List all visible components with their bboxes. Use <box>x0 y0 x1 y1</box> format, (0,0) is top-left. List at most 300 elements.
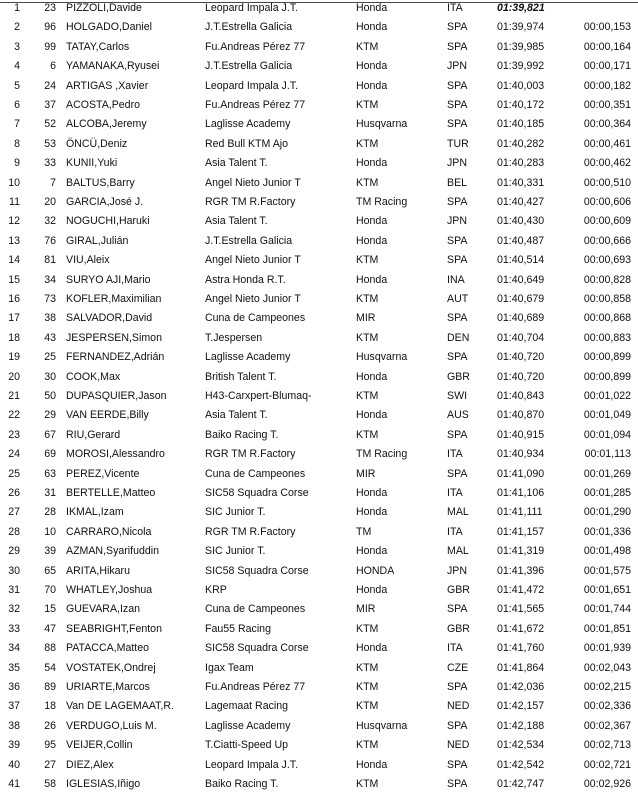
rider-name-cell: KOFLER,Maximilian <box>66 293 162 305</box>
team-name-cell: Fu.Andreas Pérez 77 <box>205 99 306 111</box>
team-name-cell: Igax Team <box>205 661 254 674</box>
rider-number-cell: 67 <box>44 428 56 441</box>
bike-make-cell: Honda <box>356 506 388 519</box>
rider-number-cell: 18 <box>44 700 56 713</box>
rider-number-cell: 33 <box>44 157 56 170</box>
gap-cell: 00:01,575 <box>583 564 631 577</box>
nationality-cell: SPA <box>447 312 468 325</box>
position-cell: 3 <box>14 40 20 53</box>
position-cell: 16 <box>8 293 20 305</box>
gap-cell: 00:00,606 <box>583 196 631 208</box>
position-cell: 26 <box>8 487 20 499</box>
bike-make-cell: KTM <box>356 778 379 790</box>
rider-number-cell: 88 <box>44 642 56 655</box>
rider-name-cell: KUNII,Yuki <box>66 157 118 170</box>
gap-cell: 00:00,153 <box>583 21 631 34</box>
rider-name-cell: VEIJER,Collin <box>66 739 133 752</box>
lap-time-cell: 01:40,487 <box>497 234 545 247</box>
bike-make-cell: Husqvarna <box>356 351 408 364</box>
rider-number-cell: 10 <box>44 525 56 538</box>
bike-make-cell: Honda <box>356 157 388 170</box>
rider-name-cell: ALCOBA,Jeremy <box>66 118 147 131</box>
lap-time-cell: 01:42,534 <box>497 739 545 752</box>
gap-cell: 00:01,744 <box>583 603 631 616</box>
position-cell: 8 <box>14 137 20 150</box>
table-row <box>0 18 638 37</box>
nationality-cell: TUR <box>447 137 469 150</box>
nationality-cell: BEL <box>447 176 468 189</box>
nationality-cell: SPA <box>447 234 468 247</box>
bike-make-cell: Husqvarna <box>356 719 408 732</box>
bike-make-cell: KTM <box>356 681 379 693</box>
gap-cell: 00:02,043 <box>583 661 631 674</box>
bike-make-cell: MIR <box>356 603 376 616</box>
team-name-cell: J.T.Estrella Galicia <box>205 60 293 73</box>
gap-cell: 00:00,364 <box>583 118 631 131</box>
lap-time-cell: 01:40,514 <box>497 254 545 267</box>
position-cell: 17 <box>8 312 20 325</box>
lap-time-cell: 01:40,185 <box>497 118 545 131</box>
gap-cell: 00:00,693 <box>583 254 631 267</box>
table-row <box>0 542 638 561</box>
nationality-cell: INA <box>447 273 465 286</box>
gap-cell: 00:00,510 <box>583 176 631 189</box>
rider-name-cell: HOLGADO,Daniel <box>66 21 152 34</box>
gap-cell: 00:00,462 <box>583 157 631 170</box>
table-row <box>0 639 638 658</box>
bike-make-cell: Honda <box>356 758 388 771</box>
rider-number-cell: 28 <box>44 506 56 519</box>
rider-number-cell: 7 <box>50 176 56 189</box>
position-cell: 23 <box>8 428 20 441</box>
rider-number-cell: 37 <box>44 99 56 111</box>
team-name-cell: Fu.Andreas Pérez 77 <box>205 40 306 53</box>
gap-cell: 00:00,461 <box>583 137 631 150</box>
lap-time-cell: 01:40,689 <box>497 312 545 325</box>
gap-cell: 00:00,164 <box>583 40 631 53</box>
bike-make-cell: TM Racing <box>356 448 408 461</box>
position-cell: 25 <box>8 467 20 480</box>
lap-time-cell: 01:41,111 <box>497 506 543 519</box>
rider-number-cell: 29 <box>44 409 56 422</box>
position-cell: 22 <box>8 409 20 422</box>
nationality-cell: NED <box>447 700 470 713</box>
team-name-cell: Leopard Impala J.T. <box>205 79 299 92</box>
nationality-cell: SPA <box>447 254 468 267</box>
rider-name-cell: COOK,Max <box>66 370 121 383</box>
gap-cell: 00:02,367 <box>583 719 631 732</box>
rider-name-cell: MOROSI,Alessandro <box>66 448 165 461</box>
rider-number-cell: 95 <box>44 739 56 752</box>
table-row <box>0 290 638 309</box>
nationality-cell: NED <box>447 739 470 752</box>
gap-cell: 00:02,721 <box>583 758 631 771</box>
rider-name-cell: VAN EERDE,Billy <box>66 409 149 422</box>
position-cell: 13 <box>8 234 20 247</box>
rider-number-cell: 38 <box>44 312 56 325</box>
rider-number-cell: 30 <box>44 370 56 383</box>
team-name-cell: Leopard Impala J.T. <box>205 758 299 771</box>
team-name-cell: SIC58 Squadra Corse <box>205 487 309 499</box>
team-name-cell: Lagemaat Racing <box>205 700 289 713</box>
gap-cell: 00:00,868 <box>583 312 631 325</box>
lap-time-cell: 01:40,915 <box>497 428 545 441</box>
table-row <box>0 309 638 328</box>
rider-number-cell: 32 <box>44 215 56 228</box>
team-name-cell: Baiko Racing T. <box>205 428 279 441</box>
rider-number-cell: 6 <box>50 60 56 73</box>
lap-time-cell: 01:42,542 <box>497 758 545 771</box>
table-row <box>0 232 638 251</box>
table-row <box>0 135 638 154</box>
bike-make-cell: Honda <box>356 584 388 596</box>
nationality-cell: SPA <box>447 40 468 53</box>
lap-time-cell: 01:41,672 <box>497 622 545 635</box>
bike-make-cell: TM <box>356 525 372 538</box>
table-row <box>0 659 638 678</box>
nationality-cell: SPA <box>447 758 468 771</box>
rider-number-cell: 52 <box>44 118 56 131</box>
rider-name-cell: DIEZ,Alex <box>66 758 114 771</box>
nationality-cell: DEN <box>447 331 470 344</box>
lap-time-cell: 01:41,106 <box>497 487 545 499</box>
table-row <box>0 523 638 542</box>
lap-time-cell: 01:40,934 <box>497 448 545 461</box>
lap-time-cell: 01:40,704 <box>497 331 545 344</box>
gap-cell: 00:00,899 <box>583 370 631 383</box>
position-cell: 33 <box>8 622 20 635</box>
rider-number-cell: 58 <box>44 778 56 790</box>
table-row <box>0 581 638 600</box>
nationality-cell: SPA <box>447 79 468 92</box>
table-row <box>0 697 638 716</box>
position-cell: 14 <box>8 254 20 267</box>
team-name-cell: RGR TM R.Factory <box>205 525 296 538</box>
nationality-cell: SWI <box>447 390 468 402</box>
nationality-cell: ITA <box>447 642 463 655</box>
gap-cell: 00:01,939 <box>583 642 631 655</box>
position-cell: 20 <box>8 370 20 383</box>
gap-cell: 00:00,883 <box>583 331 631 344</box>
position-cell: 4 <box>14 60 20 73</box>
nationality-cell: ITA <box>447 487 463 499</box>
nationality-cell: SPA <box>447 428 468 441</box>
position-cell: 11 <box>9 196 20 208</box>
rider-name-cell: VOSTATEK,Ondrej <box>66 661 156 674</box>
bike-make-cell: KTM <box>356 40 379 53</box>
position-cell: 21 <box>8 390 20 402</box>
table-row <box>0 193 638 212</box>
team-name-cell: Laglisse Academy <box>205 351 291 364</box>
bike-make-cell: Honda <box>356 409 388 422</box>
nationality-cell: MAL <box>447 545 469 558</box>
team-name-cell: Asia Talent T. <box>205 409 268 422</box>
position-cell: 34 <box>8 642 20 655</box>
table-row <box>0 115 638 134</box>
gap-cell: 00:01,049 <box>583 409 631 422</box>
lap-time-cell: 01:42,747 <box>497 778 545 790</box>
bike-make-cell: KTM <box>356 176 379 189</box>
position-cell: 29 <box>8 545 20 558</box>
rider-number-cell: 69 <box>44 448 56 461</box>
position-cell: 36 <box>8 681 20 693</box>
rider-name-cell: SEABRIGHT,Fenton <box>66 622 162 635</box>
bike-make-cell: KTM <box>356 390 379 402</box>
nationality-cell: SPA <box>447 118 468 131</box>
nationality-cell: SPA <box>447 99 468 111</box>
team-name-cell: SIC58 Squadra Corse <box>205 564 309 577</box>
table-row <box>0 426 638 445</box>
gap-cell: 00:02,215 <box>583 681 631 693</box>
bike-make-cell: KTM <box>356 99 379 111</box>
position-cell: 6 <box>14 99 20 111</box>
team-name-cell: Baiko Racing T. <box>205 778 279 790</box>
bike-make-cell: Honda <box>356 2 388 14</box>
rider-name-cell: RIU,Gerard <box>66 428 121 441</box>
table-row <box>0 678 638 697</box>
table-row <box>0 38 638 57</box>
table-row <box>0 96 638 115</box>
rider-name-cell: SURYO AJI,Mario <box>66 273 151 286</box>
nationality-cell: ITA <box>447 525 463 538</box>
gap-cell: 00:00,858 <box>583 293 631 305</box>
team-name-cell: British Talent T. <box>205 370 277 383</box>
team-name-cell: RGR TM R.Factory <box>205 448 296 461</box>
rider-name-cell: JESPERSEN,Simon <box>66 331 162 344</box>
table-row <box>0 154 638 173</box>
table-row <box>0 251 638 270</box>
position-cell: 28 <box>8 525 20 538</box>
gap-cell: 00:01,336 <box>583 525 631 538</box>
position-cell: 39 <box>8 739 20 752</box>
bike-make-cell: Honda <box>356 545 388 558</box>
position-cell: 18 <box>8 331 20 344</box>
rider-name-cell: YAMANAKA,Ryusei <box>66 60 160 73</box>
table-row <box>0 503 638 522</box>
table-row <box>0 368 638 387</box>
gap-cell: 00:01,651 <box>583 584 631 596</box>
rider-number-cell: 25 <box>44 351 56 364</box>
gap-cell: 00:01,498 <box>583 545 631 558</box>
rider-name-cell: AZMAN,Syarifuddin <box>66 545 160 558</box>
rider-number-cell: 23 <box>44 2 56 14</box>
gap-cell: 00:01,113 <box>584 448 631 461</box>
table-row <box>0 348 638 367</box>
bike-make-cell: KTM <box>356 254 379 267</box>
rider-number-cell: 34 <box>44 273 56 286</box>
lap-time-cell: 01:42,157 <box>497 700 545 713</box>
position-cell: 31 <box>8 584 20 596</box>
rider-name-cell: PEREZ,Vicente <box>66 467 140 480</box>
position-cell: 41 <box>8 778 20 790</box>
table-row <box>0 406 638 425</box>
table-row <box>0 756 638 775</box>
team-name-cell: Astra Honda R.T. <box>205 273 286 286</box>
team-name-cell: Leopard Impala J.T. <box>205 2 299 14</box>
gap-cell: 00:02,713 <box>583 739 631 752</box>
rider-name-cell: GUEVARA,Izan <box>66 603 140 616</box>
rider-number-cell: 54 <box>44 661 56 674</box>
rider-number-cell: 53 <box>44 137 56 150</box>
team-name-cell: Fu.Andreas Pérez 77 <box>205 681 306 693</box>
lap-time-cell: 01:40,282 <box>497 137 545 150</box>
rider-name-cell: ÖNCÜ,Deniz <box>66 137 128 150</box>
rider-number-cell: 76 <box>44 234 56 247</box>
team-name-cell: SIC Junior T. <box>205 545 266 558</box>
nationality-cell: CZE <box>447 661 469 674</box>
lap-time-cell: 01:41,864 <box>497 661 545 674</box>
bike-make-cell: KTM <box>356 293 379 305</box>
lap-time-cell: 01:41,472 <box>497 584 545 596</box>
bike-make-cell: Husqvarna <box>356 118 408 131</box>
lap-time-cell: 01:39,821 <box>497 2 545 14</box>
position-cell: 10 <box>8 176 20 189</box>
bike-make-cell: MIR <box>356 467 376 480</box>
rider-name-cell: DUPASQUIER,Jason <box>66 390 167 402</box>
table-row <box>0 174 638 193</box>
team-name-cell: Laglisse Academy <box>205 118 291 131</box>
table-row <box>0 465 638 484</box>
rider-name-cell: GIRAL,Julián <box>66 234 129 247</box>
position-cell: 2 <box>14 21 20 34</box>
lap-time-cell: 01:40,283 <box>497 157 545 170</box>
lap-time-cell: 01:41,090 <box>497 467 545 480</box>
team-name-cell: Red Bull KTM Ajo <box>205 137 289 150</box>
team-name-cell: Cuna de Campeones <box>205 603 306 616</box>
bike-make-cell: TM Racing <box>356 196 408 208</box>
team-name-cell: T.Ciatti-Speed Up <box>205 739 289 752</box>
bike-make-cell: KTM <box>356 331 379 344</box>
lap-time-cell: 01:39,992 <box>497 60 545 73</box>
bike-make-cell: Honda <box>356 215 388 228</box>
bike-make-cell: KTM <box>356 622 379 635</box>
rider-number-cell: 65 <box>44 564 56 577</box>
table-row <box>0 620 638 639</box>
nationality-cell: SPA <box>447 351 468 364</box>
table-row <box>0 600 638 619</box>
nationality-cell: SPA <box>447 196 468 208</box>
nationality-cell: JPN <box>447 60 468 73</box>
rider-number-cell: 20 <box>44 196 56 208</box>
lap-time-cell: 01:42,036 <box>497 681 545 693</box>
rider-name-cell: TATAY,Carlos <box>66 40 130 53</box>
nationality-cell: JPN <box>447 215 468 228</box>
bike-make-cell: Honda <box>356 234 388 247</box>
lap-time-cell: 01:41,396 <box>497 564 545 577</box>
nationality-cell: SPA <box>447 21 468 34</box>
rider-name-cell: WHATLEY,Joshua <box>66 584 153 596</box>
nationality-cell: SPA <box>447 467 468 480</box>
bike-make-cell: KTM <box>356 739 379 752</box>
position-cell: 27 <box>8 506 20 519</box>
rider-number-cell: 26 <box>44 719 56 732</box>
lap-time-cell: 01:39,974 <box>497 21 545 34</box>
lap-time-cell: 01:40,331 <box>497 176 545 189</box>
table-row <box>0 717 638 736</box>
rider-name-cell: BALTUS,Barry <box>66 176 135 189</box>
lap-time-cell: 01:40,649 <box>497 273 545 286</box>
nationality-cell: SPA <box>447 681 468 693</box>
table-row <box>0 271 638 290</box>
position-cell: 38 <box>8 719 20 732</box>
table-row <box>0 736 638 755</box>
rider-name-cell: PIZZOLI,Davide <box>66 2 142 14</box>
nationality-cell: SPA <box>447 778 468 790</box>
table-row <box>0 562 638 581</box>
team-name-cell: Angel Nieto Junior T <box>205 293 301 305</box>
rider-name-cell: FERNANDEZ,Adrián <box>66 351 165 364</box>
team-name-cell: Laglisse Academy <box>205 719 291 732</box>
rider-number-cell: 96 <box>44 21 56 34</box>
gap-cell: 00:02,336 <box>583 700 631 713</box>
rider-number-cell: 43 <box>44 331 56 344</box>
team-name-cell: H43-Carxpert-Blumaq- <box>205 390 312 402</box>
rider-number-cell: 73 <box>44 293 56 305</box>
rider-name-cell: VIU,Aleix <box>66 254 110 267</box>
rider-number-cell: 27 <box>44 758 56 771</box>
lap-time-cell: 01:40,720 <box>497 370 545 383</box>
nationality-cell: ITA <box>447 448 463 461</box>
team-name-cell: Angel Nieto Junior T <box>205 176 301 189</box>
rider-name-cell: PATACCA,Matteo <box>66 642 150 655</box>
rider-number-cell: 39 <box>44 545 56 558</box>
bike-make-cell: KTM <box>356 661 379 674</box>
nationality-cell: ITA <box>447 2 463 14</box>
lap-time-cell: 01:40,427 <box>497 196 545 208</box>
lap-time-cell: 01:41,157 <box>497 525 545 538</box>
nationality-cell: JPN <box>447 157 468 170</box>
rider-number-cell: 15 <box>44 603 56 616</box>
rider-number-cell: 81 <box>44 254 56 267</box>
rider-number-cell: 70 <box>44 584 56 596</box>
table-row <box>0 387 638 406</box>
position-cell: 35 <box>8 661 20 674</box>
lap-time-cell: 01:41,319 <box>497 545 545 558</box>
table-row <box>0 775 638 794</box>
rider-number-cell: 89 <box>44 681 56 693</box>
lap-time-cell: 01:41,565 <box>497 603 545 616</box>
table-row <box>0 445 638 464</box>
team-name-cell: Cuna de Campeones <box>205 312 306 325</box>
table-row <box>0 329 638 348</box>
rider-name-cell: IGLESIAS,Iñigo <box>66 778 141 790</box>
table-row <box>0 0 638 18</box>
lap-time-cell: 01:40,679 <box>497 293 545 305</box>
team-name-cell: Cuna de Campeones <box>205 467 306 480</box>
team-name-cell: Angel Nieto Junior T <box>205 254 301 267</box>
bike-make-cell: KTM <box>356 428 379 441</box>
team-name-cell: J.T.Estrella Galicia <box>205 21 293 34</box>
rider-name-cell: SALVADOR,David <box>66 312 153 325</box>
nationality-cell: SPA <box>447 603 468 616</box>
team-name-cell: Asia Talent T. <box>205 215 268 228</box>
position-cell: 1 <box>14 2 20 14</box>
rider-name-cell: ACOSTA,Pedro <box>66 99 140 111</box>
table-row <box>0 77 638 96</box>
table-row <box>0 57 638 76</box>
rider-name-cell: NOGUCHI,Haruki <box>66 215 150 228</box>
team-name-cell: J.T.Estrella Galicia <box>205 234 293 247</box>
rider-name-cell: BERTELLE,Matteo <box>66 487 156 499</box>
bike-make-cell: Honda <box>356 273 388 286</box>
lap-time-cell: 01:40,172 <box>497 99 545 111</box>
position-cell: 40 <box>8 758 20 771</box>
position-cell: 5 <box>14 79 20 92</box>
nationality-cell: GBR <box>447 370 470 383</box>
rider-name-cell: Van DE LAGEMAAT,R. <box>66 700 174 713</box>
bike-make-cell: Honda <box>356 487 388 499</box>
rider-name-cell: ARTIGAS ,Xavier <box>66 79 149 92</box>
